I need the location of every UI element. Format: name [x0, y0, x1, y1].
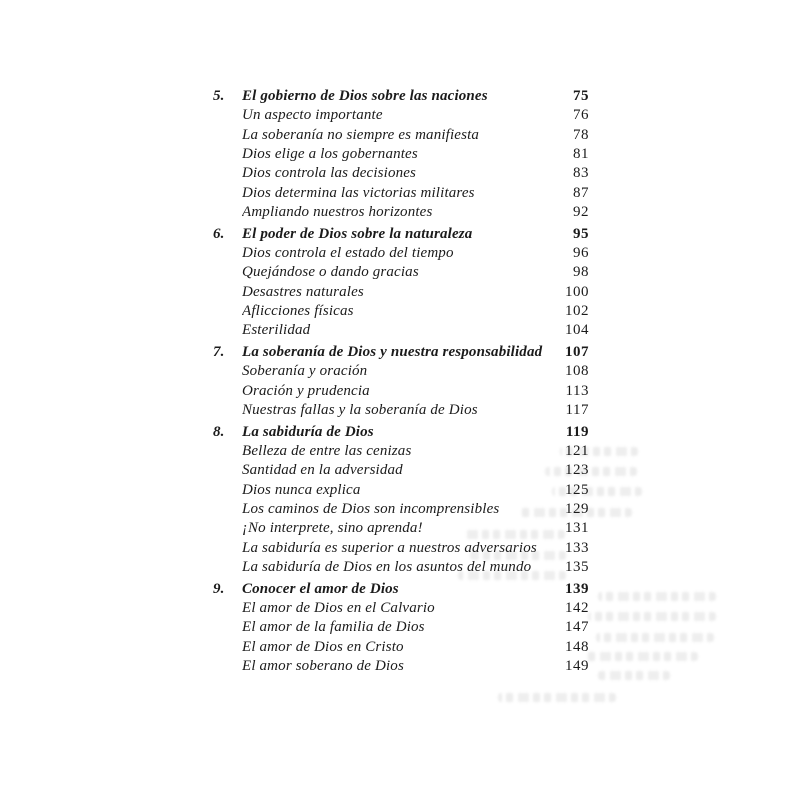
subsection-page-number: 104 — [565, 322, 589, 339]
subsection-row — [213, 302, 589, 321]
subsection-row — [213, 106, 589, 125]
subsection-page-number: 81 — [573, 145, 589, 162]
chapter-row — [213, 580, 589, 599]
subsection-row — [213, 638, 589, 657]
subsection-row — [213, 401, 589, 420]
subsection-row — [213, 657, 589, 676]
subsection-row — [213, 283, 589, 302]
subsection-page-number: 98 — [573, 264, 589, 281]
chapter-page-number: 107 — [565, 344, 589, 361]
subsection-row — [213, 461, 589, 480]
bleed-through-mark — [588, 612, 716, 621]
subsection-title: La soberanía no siempre es manifiesta — [242, 126, 480, 143]
subsection-page-number: 102 — [565, 303, 589, 319]
subsection-row — [213, 362, 589, 381]
subsection-row — [213, 184, 589, 203]
subsection-title: Nuestras fallas y la soberanía de Dios — [242, 402, 478, 419]
subsection-title: Aflicciones físicas — [242, 303, 354, 319]
subsection-page-number: 113 — [565, 382, 589, 399]
subsection-title: Dios controla las decisiones — [242, 165, 417, 182]
subsection-title: El amor de Dios en el Calvario — [242, 600, 435, 617]
subsection-title: Belleza de entre las cenizas — [242, 443, 412, 460]
subsection-page-number: 87 — [573, 184, 589, 201]
subsection-title: Dios elige a los gobernantes — [242, 145, 418, 162]
subsection-page-number: 76 — [573, 107, 589, 124]
subsection-title: Dios nunca explica — [242, 481, 361, 498]
subsection-page-number: 125 — [565, 481, 589, 498]
subsection-page-number: 123 — [565, 462, 589, 479]
subsection-row — [213, 519, 589, 538]
subsection-title: Ampliando nuestros horizontes — [242, 203, 433, 220]
subsection-title: Soberanía y oración — [242, 363, 368, 380]
subsection-row — [213, 442, 589, 461]
subsection-row — [213, 500, 589, 519]
subsection-page-number: 129 — [565, 501, 589, 518]
subsection-page-number: 92 — [573, 203, 589, 220]
subsection-page-number: 147 — [565, 619, 589, 636]
subsection-title: Desastres naturales — [242, 283, 364, 300]
chapter-title: La soberanía de Dios y nuestra responsabilidad — [242, 344, 543, 361]
bleed-through-mark — [598, 671, 670, 680]
subsection-page-number: 135 — [565, 559, 589, 576]
subsection-title: La sabiduría de Dios en los asuntos del mundo — [242, 559, 532, 576]
subsection-page-number: 148 — [565, 638, 589, 655]
subsection-title: El amor de Dios en Cristo — [242, 638, 404, 655]
toc-section — [213, 225, 589, 341]
subsection-page-number: 100 — [565, 283, 589, 300]
subsection-page-number: 149 — [565, 658, 589, 675]
subsection-row — [213, 164, 589, 183]
chapter-page-number: 139 — [565, 580, 589, 597]
subsection-row — [213, 321, 589, 340]
bleed-through-mark — [498, 693, 616, 702]
subsection-row — [213, 263, 589, 282]
chapter-number: 9. — [213, 580, 225, 597]
chapter-number: 6. — [213, 225, 225, 242]
subsection-row — [213, 481, 589, 500]
subsection-title: Oración y prudencia — [242, 382, 370, 399]
subsection-title: Santidad en la adversidad — [242, 462, 403, 479]
chapter-title: El gobierno de Dios sobre las naciones — [242, 88, 488, 104]
chapter-number: 7. — [213, 344, 225, 361]
table-of-contents — [213, 87, 589, 676]
subsection-page-number: 121 — [565, 443, 589, 460]
subsection-row — [213, 126, 589, 145]
subsection-page-number: 131 — [565, 520, 589, 537]
subsection-title: Dios controla el estado del tiempo — [242, 245, 454, 262]
subsection-row — [213, 558, 589, 577]
chapter-number: 8. — [213, 423, 225, 440]
subsection-title: ¡No interprete, sino aprenda! — [242, 520, 423, 537]
subsection-title: Un aspecto importante — [242, 107, 383, 124]
subsection-page-number: 142 — [565, 600, 589, 617]
bleed-through-mark — [598, 592, 716, 601]
subsection-title: Esterilidad — [242, 322, 311, 339]
subsection-page-number: 78 — [573, 126, 589, 143]
chapter-row — [213, 87, 589, 106]
subsection-title: Los caminos de Dios son incomprensibles — [242, 501, 500, 518]
chapter-page-number: 95 — [573, 225, 589, 242]
subsection-row — [213, 618, 589, 637]
subsection-page-number: 133 — [565, 539, 589, 556]
chapter-page-number: 75 — [573, 88, 589, 104]
chapter-number: 5. — [213, 88, 225, 104]
subsection-row — [213, 599, 589, 618]
subsection-title: El amor soberano de Dios — [242, 658, 404, 675]
chapter-title: Conocer el amor de Dios — [242, 580, 399, 597]
subsection-title: La sabiduría es superior a nuestros adversarios — [242, 539, 537, 556]
chapter-row — [213, 225, 589, 244]
subsection-page-number: 96 — [573, 245, 589, 262]
chapter-page-number: 119 — [565, 423, 589, 440]
toc-section — [213, 87, 589, 222]
subsection-row — [213, 244, 589, 263]
subsection-title: El amor de la familia de Dios — [242, 619, 425, 636]
subsection-row — [213, 203, 589, 222]
subsection-title: Dios determina las victorias militares — [242, 184, 475, 201]
subsection-row — [213, 145, 589, 164]
toc-section — [213, 343, 589, 420]
subsection-page-number: 117 — [565, 402, 589, 419]
toc-section — [213, 423, 589, 578]
subsection-row — [213, 539, 589, 558]
subsection-page-number: 83 — [573, 165, 589, 182]
toc-section — [213, 580, 589, 677]
chapter-row — [213, 423, 589, 442]
chapter-title: El poder de Dios sobre la naturaleza — [242, 225, 473, 242]
chapter-title: La sabiduría de Dios — [242, 423, 374, 440]
subsection-page-number: 108 — [565, 363, 589, 380]
subsection-title: Quejándose o dando gracias — [242, 264, 419, 281]
bleed-through-mark — [596, 633, 714, 642]
bleed-through-mark — [586, 652, 698, 661]
chapter-row — [213, 343, 589, 362]
subsection-row — [213, 382, 589, 401]
